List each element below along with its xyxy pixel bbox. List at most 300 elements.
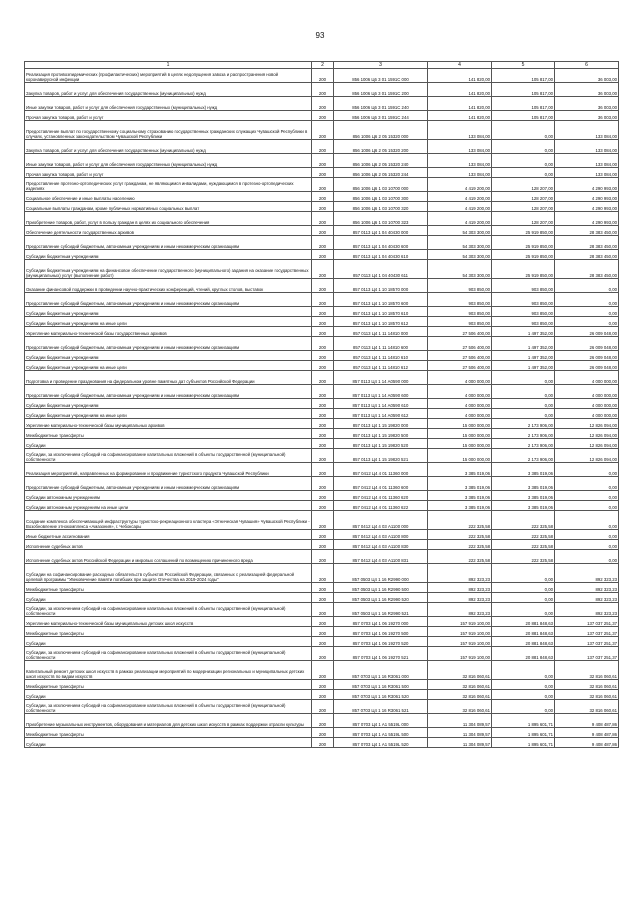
row-classification-cell: 857 0113 Ц4 1 11 14810 610	[334, 351, 428, 361]
row-classification-cell: 857 0412 Ц4 4 03 А1100 830	[334, 540, 428, 550]
row-value-1-cell: 4 000 000,00	[428, 399, 492, 409]
row-value-1-cell: 903 850,00	[428, 293, 492, 307]
row-name-cell: Межбюджетные трансферты	[25, 728, 312, 738]
row-value-3-cell: 32 816 060,61	[555, 690, 619, 700]
row-value-2-cell: 222 325,58	[492, 530, 555, 540]
table-row	[25, 593, 619, 603]
row-value-2-cell: 3 385 019,06	[492, 463, 555, 477]
row-value-3-cell: 36 003,00	[555, 83, 619, 97]
table-row	[25, 361, 619, 371]
row-classification-cell: 857 0412 Ц4 4 03 А1100 800	[334, 530, 428, 540]
row-value-1-cell: 222 325,58	[428, 540, 492, 550]
row-classification-cell: 857 0412 Ц4 4 03 А1100 831	[334, 550, 428, 564]
row-name-cell: Субсидии бюджетным учреждениям на финансовое обеспечение государственного (муниципального) задания на оказание государственных (муниципальных) услуг (выполнение работ)	[25, 260, 312, 279]
row-value-1-cell: 133 084,00	[428, 140, 492, 154]
row-value-1-cell: 11 304 089,57	[428, 728, 492, 738]
table-row	[25, 260, 619, 279]
row-value-2-cell: 0,00	[492, 593, 555, 603]
row-code-cell: 200	[312, 307, 334, 317]
table-row	[25, 409, 619, 419]
row-value-2-cell: 1 497 352,00	[492, 351, 555, 361]
row-classification-cell: 857 0113 Ц4 1 04 40430 611	[334, 260, 428, 279]
row-classification-cell: 857 0113 Ц4 1 14 А0590 000	[334, 371, 428, 385]
table-row	[25, 511, 619, 530]
row-value-2-cell: 105 817,00	[492, 83, 555, 97]
row-classification-cell: 857 0703 Ц4 1 06 19270 521	[334, 647, 428, 661]
row-classification-cell: 856 1006 Ц6 2 05 15320 200	[334, 140, 428, 154]
row-value-2-cell: 105 817,00	[492, 69, 555, 83]
row-code-cell: 200	[312, 419, 334, 429]
row-value-3-cell: 0,00	[555, 491, 619, 501]
row-name-cell: Предоставление субсидий бюджетным, автономным учреждениям и иным некоммерческим организациям	[25, 385, 312, 399]
row-value-1-cell: 15 000 000,00	[428, 429, 492, 439]
row-name-cell: Субсидии бюджетным учреждениям	[25, 399, 312, 409]
table-row	[25, 317, 619, 327]
row-value-2-cell: 3 385 019,06	[492, 501, 555, 511]
row-name-cell: Иные закупки товаров, работ и услуг для обеспечения государственных (муниципальных) нужд	[25, 154, 312, 168]
table-row	[25, 564, 619, 583]
row-value-2-cell: 2 173 906,00	[492, 449, 555, 463]
row-value-1-cell: 141 820,00	[428, 97, 492, 111]
column-header: 5	[492, 62, 555, 69]
row-classification-cell: 857 0703 Ц4 1 06 19270 520	[334, 637, 428, 647]
row-value-2-cell: 3 385 019,06	[492, 491, 555, 501]
row-value-3-cell: 4 290 993,00	[555, 202, 619, 212]
row-classification-cell: 857 0113 Ц4 1 04 40430 610	[334, 250, 428, 260]
row-code-cell: 200	[312, 192, 334, 202]
row-name-cell: Иные бюджетные ассигнования	[25, 530, 312, 540]
table-row	[25, 583, 619, 593]
row-classification-cell: 856 1006 Ц6 1 03 10700 323	[334, 212, 428, 226]
row-value-2-cell: 1 497 352,00	[492, 337, 555, 351]
row-code-cell: 200	[312, 351, 334, 361]
row-value-2-cell: 3 385 019,06	[492, 477, 555, 491]
row-value-1-cell: 892 323,23	[428, 583, 492, 593]
row-value-2-cell: 1 895 601,71	[492, 728, 555, 738]
table-row	[25, 69, 619, 83]
row-classification-cell: 857 0113 Ц4 1 15 19820 521	[334, 449, 428, 463]
row-value-3-cell: 12 826 094,00	[555, 429, 619, 439]
row-classification-cell: 857 0113 Ц4 1 10 18570 612	[334, 317, 428, 327]
row-classification-cell: 857 0703 Ц4 1 А1 5519L 500	[334, 728, 428, 738]
row-name-cell: Межбюджетные трансферты	[25, 429, 312, 439]
row-value-2-cell: 0,00	[492, 168, 555, 178]
row-value-2-cell: 20 881 848,63	[492, 627, 555, 637]
row-classification-cell: 857 0503 Ц4 1 16 R2990 520	[334, 593, 428, 603]
table-row	[25, 550, 619, 564]
row-code-cell: 200	[312, 680, 334, 690]
row-classification-cell: 856 1006 Ц6 2 05 15320 244	[334, 168, 428, 178]
row-value-3-cell: 36 003,00	[555, 111, 619, 121]
row-value-1-cell: 4 419 200,00	[428, 178, 492, 192]
table-row	[25, 399, 619, 409]
row-value-2-cell: 0,00	[492, 140, 555, 154]
row-code-cell: 200	[312, 627, 334, 637]
row-value-3-cell: 0,00	[555, 550, 619, 564]
row-value-2-cell: 1 895 601,71	[492, 738, 555, 748]
table-row	[25, 540, 619, 550]
row-name-cell: Укрепление материально-технической базы государственных архивов	[25, 327, 312, 337]
table-row	[25, 530, 619, 540]
row-value-1-cell: 157 919 100,00	[428, 617, 492, 627]
row-code-cell: 200	[312, 463, 334, 477]
row-name-cell: Укрепление материально-технической базы муниципальных архивов	[25, 419, 312, 429]
row-classification-cell: 857 0113 Ц4 1 14 А0590 600	[334, 385, 428, 399]
table-row	[25, 168, 619, 178]
row-classification-cell: 857 0113 Ц4 1 15 19820 000	[334, 419, 428, 429]
row-value-1-cell: 3 385 019,06	[428, 477, 492, 491]
row-value-2-cell: 20 881 848,63	[492, 647, 555, 661]
row-classification-cell: 857 0113 Ц4 1 14 А0590 610	[334, 399, 428, 409]
row-value-3-cell: 0,00	[555, 307, 619, 317]
row-value-3-cell: 4 290 993,00	[555, 192, 619, 202]
row-value-3-cell: 32 816 060,61	[555, 661, 619, 680]
table-row	[25, 236, 619, 250]
row-classification-cell: 857 0412 Ц4 4 01 11360 600	[334, 477, 428, 491]
row-code-cell: 200	[312, 279, 334, 293]
row-code-cell: 200	[312, 361, 334, 371]
row-value-2-cell: 128 207,00	[492, 178, 555, 192]
table-row	[25, 491, 619, 501]
row-value-1-cell: 133 084,00	[428, 168, 492, 178]
row-name-cell: Обеспечение деятельности государственных архивов	[25, 226, 312, 236]
row-classification-cell: 857 0703 Ц4 1 06 19270 500	[334, 627, 428, 637]
row-value-3-cell: 0,00	[555, 279, 619, 293]
row-value-3-cell: 12 826 094,00	[555, 419, 619, 429]
row-classification-cell: 856 1006 Ц6 1 03 10700 320	[334, 202, 428, 212]
table-row	[25, 463, 619, 477]
row-value-1-cell: 4 419 200,00	[428, 212, 492, 226]
row-value-2-cell: 1 497 352,00	[492, 361, 555, 371]
row-value-2-cell: 0,00	[492, 409, 555, 419]
row-value-2-cell: 0,00	[492, 680, 555, 690]
row-code-cell: 200	[312, 477, 334, 491]
column-header: 4	[428, 62, 492, 69]
row-name-cell: Приобретение музыкальных инструментов, оборудования и материалов для детских школ искусств в рамках поддержки отрасли культуры	[25, 714, 312, 728]
table-row	[25, 449, 619, 463]
table-row	[25, 714, 619, 728]
row-value-1-cell: 892 323,23	[428, 593, 492, 603]
table-row	[25, 293, 619, 307]
row-classification-cell: 857 0113 Ц4 1 04 40430 000	[334, 226, 428, 236]
row-value-1-cell: 15 000 000,00	[428, 439, 492, 449]
row-code-cell: 200	[312, 409, 334, 419]
row-classification-cell: 856 1006 Ц6 1 03 10700 000	[334, 178, 428, 192]
row-value-1-cell: 3 385 019,06	[428, 491, 492, 501]
row-code-cell: 200	[312, 121, 334, 140]
row-value-1-cell: 903 850,00	[428, 279, 492, 293]
table-row	[25, 140, 619, 154]
row-classification-cell: 856 1006 Ц6 3 01 1591C 000	[334, 69, 428, 83]
row-name-cell: Субсидии, за исключением субсидий на софинансирование капитальных вложений в объекты государственной (муниципальной) собственности	[25, 603, 312, 617]
row-value-1-cell: 133 084,00	[428, 121, 492, 140]
row-classification-cell: 857 0703 Ц4 1 А1 5519L 000	[334, 714, 428, 728]
row-code-cell: 200	[312, 69, 334, 83]
row-name-cell: Субсидии бюджетным учреждениям на иные цели	[25, 361, 312, 371]
row-value-2-cell: 0,00	[492, 603, 555, 617]
table-row	[25, 279, 619, 293]
row-code-cell: 200	[312, 637, 334, 647]
row-name-cell: Исполнение судебных актов	[25, 540, 312, 550]
row-value-3-cell: 4 290 993,00	[555, 178, 619, 192]
row-value-2-cell: 20 881 848,63	[492, 617, 555, 627]
row-value-2-cell: 20 881 848,63	[492, 637, 555, 647]
row-value-1-cell: 141 820,00	[428, 83, 492, 97]
row-name-cell: Предоставление протезно-ортопедических услуг гражданам, не являющимся инвалидами, нуждающимся в протезно-ортопедических изделиях	[25, 178, 312, 192]
row-value-1-cell: 32 816 060,61	[428, 661, 492, 680]
table-row	[25, 250, 619, 260]
row-value-2-cell: 222 325,58	[492, 511, 555, 530]
row-code-cell: 200	[312, 327, 334, 337]
row-code-cell: 200	[312, 439, 334, 449]
row-name-cell: Субсидии бюджетным учреждениям	[25, 307, 312, 317]
row-value-3-cell: 0,00	[555, 293, 619, 307]
row-classification-cell: 857 0412 Ц4 4 01 11360 620	[334, 491, 428, 501]
row-code-cell: 200	[312, 385, 334, 399]
row-value-3-cell: 26 009 048,00	[555, 337, 619, 351]
row-code-cell: 200	[312, 690, 334, 700]
row-value-3-cell: 892 323,23	[555, 583, 619, 593]
row-value-3-cell: 36 003,00	[555, 69, 619, 83]
row-value-2-cell: 128 207,00	[492, 202, 555, 212]
row-value-3-cell: 26 009 048,00	[555, 327, 619, 337]
row-value-2-cell: 2 173 906,00	[492, 429, 555, 439]
row-classification-cell: 857 0113 Ц4 1 15 19820 520	[334, 439, 428, 449]
row-name-cell: Приобретение товаров, работ, услуг в пользу граждан в целях их социального обеспечения	[25, 212, 312, 226]
row-value-2-cell: 903 850,00	[492, 307, 555, 317]
row-classification-cell: 857 0113 Ц4 1 11 14810 000	[334, 327, 428, 337]
row-value-1-cell: 157 919 100,00	[428, 647, 492, 661]
row-value-2-cell: 25 919 850,00	[492, 250, 555, 260]
table-row	[25, 212, 619, 226]
row-value-3-cell: 892 323,23	[555, 603, 619, 617]
row-value-2-cell: 1 895 601,71	[492, 714, 555, 728]
row-code-cell: 200	[312, 564, 334, 583]
row-value-1-cell: 27 506 400,00	[428, 351, 492, 361]
row-name-cell: Субсидии бюджетным учреждениям на иные цели	[25, 317, 312, 327]
row-code-cell: 200	[312, 617, 334, 627]
row-value-1-cell: 222 325,58	[428, 511, 492, 530]
row-name-cell: Предоставление субсидий бюджетным, автономным учреждениям и иным некоммерческим организациям	[25, 477, 312, 491]
row-value-3-cell: 12 826 094,00	[555, 439, 619, 449]
row-value-1-cell: 4 419 200,00	[428, 192, 492, 202]
report-table	[24, 61, 619, 748]
row-value-3-cell: 0,00	[555, 511, 619, 530]
row-classification-cell: 857 0412 Ц4 4 03 А1100 000	[334, 511, 428, 530]
row-value-1-cell: 133 084,00	[428, 154, 492, 168]
table-row	[25, 647, 619, 661]
table-row	[25, 121, 619, 140]
row-code-cell: 200	[312, 337, 334, 351]
row-value-3-cell: 26 009 048,00	[555, 361, 619, 371]
table-row	[25, 419, 619, 429]
row-name-cell: Предоставление субсидий бюджетным, автономным учреждениям и иным некоммерческим организациям	[25, 337, 312, 351]
row-code-cell: 200	[312, 429, 334, 439]
column-header: 3	[334, 62, 428, 69]
row-code-cell: 200	[312, 83, 334, 97]
row-code-cell: 200	[312, 593, 334, 603]
row-name-cell: Реализация противоэпидемических (профилактических) мероприятий в целях недопущения завоза и распространения новой коронавирусной инфекции	[25, 69, 312, 83]
row-code-cell: 200	[312, 97, 334, 111]
page-number: 93	[315, 31, 325, 40]
row-name-cell: Подготовка и проведение празднования на федеральном уровне памятных дат субъектов Российской Федерации	[25, 371, 312, 385]
table-row	[25, 83, 619, 97]
table-row	[25, 351, 619, 361]
row-code-cell: 200	[312, 491, 334, 501]
row-code-cell: 200	[312, 700, 334, 714]
row-classification-cell: 857 0113 Ц4 1 04 40430 600	[334, 236, 428, 250]
row-code-cell: 200	[312, 583, 334, 593]
row-value-3-cell: 137 037 251,37	[555, 627, 619, 637]
row-value-2-cell: 2 173 906,00	[492, 419, 555, 429]
row-value-1-cell: 157 919 100,00	[428, 627, 492, 637]
row-value-3-cell: 133 084,00	[555, 168, 619, 178]
row-name-cell: Капитальный ремонт детских школ искусств в рамках реализации мероприятий по модернизации региональных и муниципальных детских школ искусств по видам искусств	[25, 661, 312, 680]
table-row	[25, 154, 619, 168]
row-value-2-cell: 0,00	[492, 661, 555, 680]
row-value-1-cell: 4 000 000,00	[428, 409, 492, 419]
table-row	[25, 327, 619, 337]
row-value-3-cell: 892 323,23	[555, 564, 619, 583]
row-value-3-cell: 137 037 251,37	[555, 647, 619, 661]
table-row	[25, 439, 619, 449]
row-value-3-cell: 32 816 060,61	[555, 680, 619, 690]
table-row	[25, 385, 619, 399]
table-row	[25, 661, 619, 680]
row-value-2-cell: 0,00	[492, 564, 555, 583]
row-value-2-cell: 2 173 906,00	[492, 439, 555, 449]
row-code-cell: 200	[312, 661, 334, 680]
row-name-cell: Прочая закупка товаров, работ и услуг	[25, 111, 312, 121]
row-code-cell: 200	[312, 371, 334, 385]
row-value-2-cell: 0,00	[492, 154, 555, 168]
row-name-cell: Субсидии бюджетным учреждениям	[25, 351, 312, 361]
row-name-cell: Иные закупки товаров, работ и услуг для обеспечения государственных (муниципальных) нужд	[25, 97, 312, 111]
row-value-1-cell: 32 816 060,61	[428, 680, 492, 690]
row-classification-cell: 857 0113 Ц4 1 10 18570 600	[334, 293, 428, 307]
row-name-cell: Закупка товаров, работ и услуг для обеспечения государственных (муниципальных) нужд	[25, 83, 312, 97]
row-value-3-cell: 28 383 450,00	[555, 260, 619, 279]
row-value-1-cell: 15 000 000,00	[428, 419, 492, 429]
row-value-3-cell: 26 009 048,00	[555, 351, 619, 361]
row-value-3-cell: 4 000 000,00	[555, 409, 619, 419]
row-value-2-cell: 0,00	[492, 371, 555, 385]
row-name-cell: Прочая закупка товаров, работ и услуг	[25, 168, 312, 178]
row-name-cell: Субсидии, за исключением субсидий на софинансирование капитальных вложений в объекты государственной (муниципальной) собственности	[25, 700, 312, 714]
row-classification-cell: 857 0703 Ц4 1 16 R3061 520	[334, 690, 428, 700]
row-value-3-cell: 32 816 060,61	[555, 700, 619, 714]
row-classification-cell: 856 1006 Ц6 2 05 15320 000	[334, 121, 428, 140]
row-value-2-cell: 128 207,00	[492, 192, 555, 202]
row-classification-cell: 857 0113 Ц4 1 14 А0590 612	[334, 409, 428, 419]
row-classification-cell: 857 0503 Ц4 1 16 R2990 521	[334, 603, 428, 617]
row-classification-cell: 857 0503 Ц4 1 16 R2990 500	[334, 583, 428, 593]
row-value-3-cell: 133 084,00	[555, 154, 619, 168]
row-code-cell: 200	[312, 728, 334, 738]
row-value-1-cell: 11 304 089,57	[428, 714, 492, 728]
table-row	[25, 700, 619, 714]
row-value-2-cell: 903 850,00	[492, 293, 555, 307]
row-value-1-cell: 4 419 200,00	[428, 202, 492, 212]
row-value-2-cell: 0,00	[492, 121, 555, 140]
row-code-cell: 200	[312, 449, 334, 463]
table-row	[25, 477, 619, 491]
row-value-1-cell: 32 816 060,61	[428, 700, 492, 714]
row-classification-cell: 857 0412 Ц4 4 01 11360 622	[334, 501, 428, 511]
row-classification-cell: 857 0703 Ц4 1 16 R3061 500	[334, 680, 428, 690]
row-value-3-cell: 4 290 993,00	[555, 212, 619, 226]
row-value-2-cell: 0,00	[492, 399, 555, 409]
table-row	[25, 603, 619, 617]
row-code-cell: 200	[312, 714, 334, 728]
row-name-cell: Субсидии на софинансирование расходных обязательств субъектов Российской Федерации, связанных с реализацией федеральной целевой программы "Увековечение памяти погибших при защите Отечества на 2019-2024 годы"	[25, 564, 312, 583]
row-classification-cell: 856 1006 Ц6 2 05 15320 240	[334, 154, 428, 168]
row-value-2-cell: 222 325,58	[492, 550, 555, 564]
row-name-cell: Предоставление субсидий бюджетным, автономным учреждениям и иным некоммерческим организациям	[25, 293, 312, 307]
row-code-cell: 200	[312, 212, 334, 226]
row-value-1-cell: 141 820,00	[428, 69, 492, 83]
table-row	[25, 690, 619, 700]
column-header: 1	[25, 62, 312, 69]
row-value-1-cell: 892 323,23	[428, 603, 492, 617]
row-value-3-cell: 137 037 251,37	[555, 617, 619, 627]
row-value-3-cell: 4 000 000,00	[555, 385, 619, 399]
row-value-3-cell: 133 084,00	[555, 121, 619, 140]
table-row	[25, 617, 619, 627]
row-value-3-cell: 9 408 487,86	[555, 714, 619, 728]
row-name-cell: Субсидии	[25, 593, 312, 603]
row-code-cell: 200	[312, 140, 334, 154]
row-name-cell: Реализация мероприятий, направленных на формирование и продвижение туристского продукта Чувашской Республики	[25, 463, 312, 477]
row-name-cell: Межбюджетные трансферты	[25, 680, 312, 690]
row-classification-cell: 856 1006 Ц6 1 03 10700 300	[334, 192, 428, 202]
row-value-1-cell: 54 303 300,00	[428, 236, 492, 250]
table-row	[25, 178, 619, 192]
table-row	[25, 637, 619, 647]
row-value-3-cell: 0,00	[555, 463, 619, 477]
row-classification-cell: 857 0703 Ц4 1 16 R3061 000	[334, 661, 428, 680]
row-value-1-cell: 3 385 019,06	[428, 501, 492, 511]
row-value-2-cell: 25 919 850,00	[492, 260, 555, 279]
row-value-1-cell: 222 325,58	[428, 530, 492, 540]
row-classification-cell: 857 0113 Ц4 1 11 14810 600	[334, 337, 428, 351]
row-value-3-cell: 36 003,00	[555, 97, 619, 111]
row-code-cell: 200	[312, 178, 334, 192]
row-code-cell: 200	[312, 250, 334, 260]
row-classification-cell: 857 0503 Ц4 1 16 R2990 000	[334, 564, 428, 583]
column-header: 2	[312, 62, 334, 69]
row-name-cell: Субсидии, за исключением субсидий на софинансирование капитальных вложений в объекты государственной (муниципальной) собственности	[25, 647, 312, 661]
row-value-1-cell: 4 000 000,00	[428, 385, 492, 399]
row-name-cell: Создание комплекса обеспечивающей инфраструктуры туристско-рекреационного кластера «Этническая Чувашия» Чувашской Республики - Возобновление этнокомплекса «Амазония», г. Чебоксары	[25, 511, 312, 530]
row-value-1-cell: 32 816 060,61	[428, 690, 492, 700]
row-name-cell: Субсидии	[25, 738, 312, 748]
row-value-1-cell: 15 000 000,00	[428, 449, 492, 463]
row-code-cell: 200	[312, 603, 334, 617]
row-code-cell: 200	[312, 154, 334, 168]
row-classification-cell: 857 0703 Ц4 1 16 R3061 521	[334, 700, 428, 714]
table-row	[25, 429, 619, 439]
row-name-cell: Оказание финансовой поддержки в проведении научно-практических конференций, чтений, круглых столов, выставок	[25, 279, 312, 293]
row-value-3-cell: 892 323,23	[555, 593, 619, 603]
row-name-cell: Исполнение судебных актов Российской Федерации и мировых соглашений по возмещению причиненного вреда	[25, 550, 312, 564]
row-value-3-cell: 0,00	[555, 477, 619, 491]
row-value-2-cell: 105 817,00	[492, 97, 555, 111]
row-value-2-cell: 903 850,00	[492, 317, 555, 327]
row-value-2-cell: 0,00	[492, 690, 555, 700]
row-value-2-cell: 222 325,58	[492, 540, 555, 550]
row-value-1-cell: 157 919 100,00	[428, 637, 492, 647]
